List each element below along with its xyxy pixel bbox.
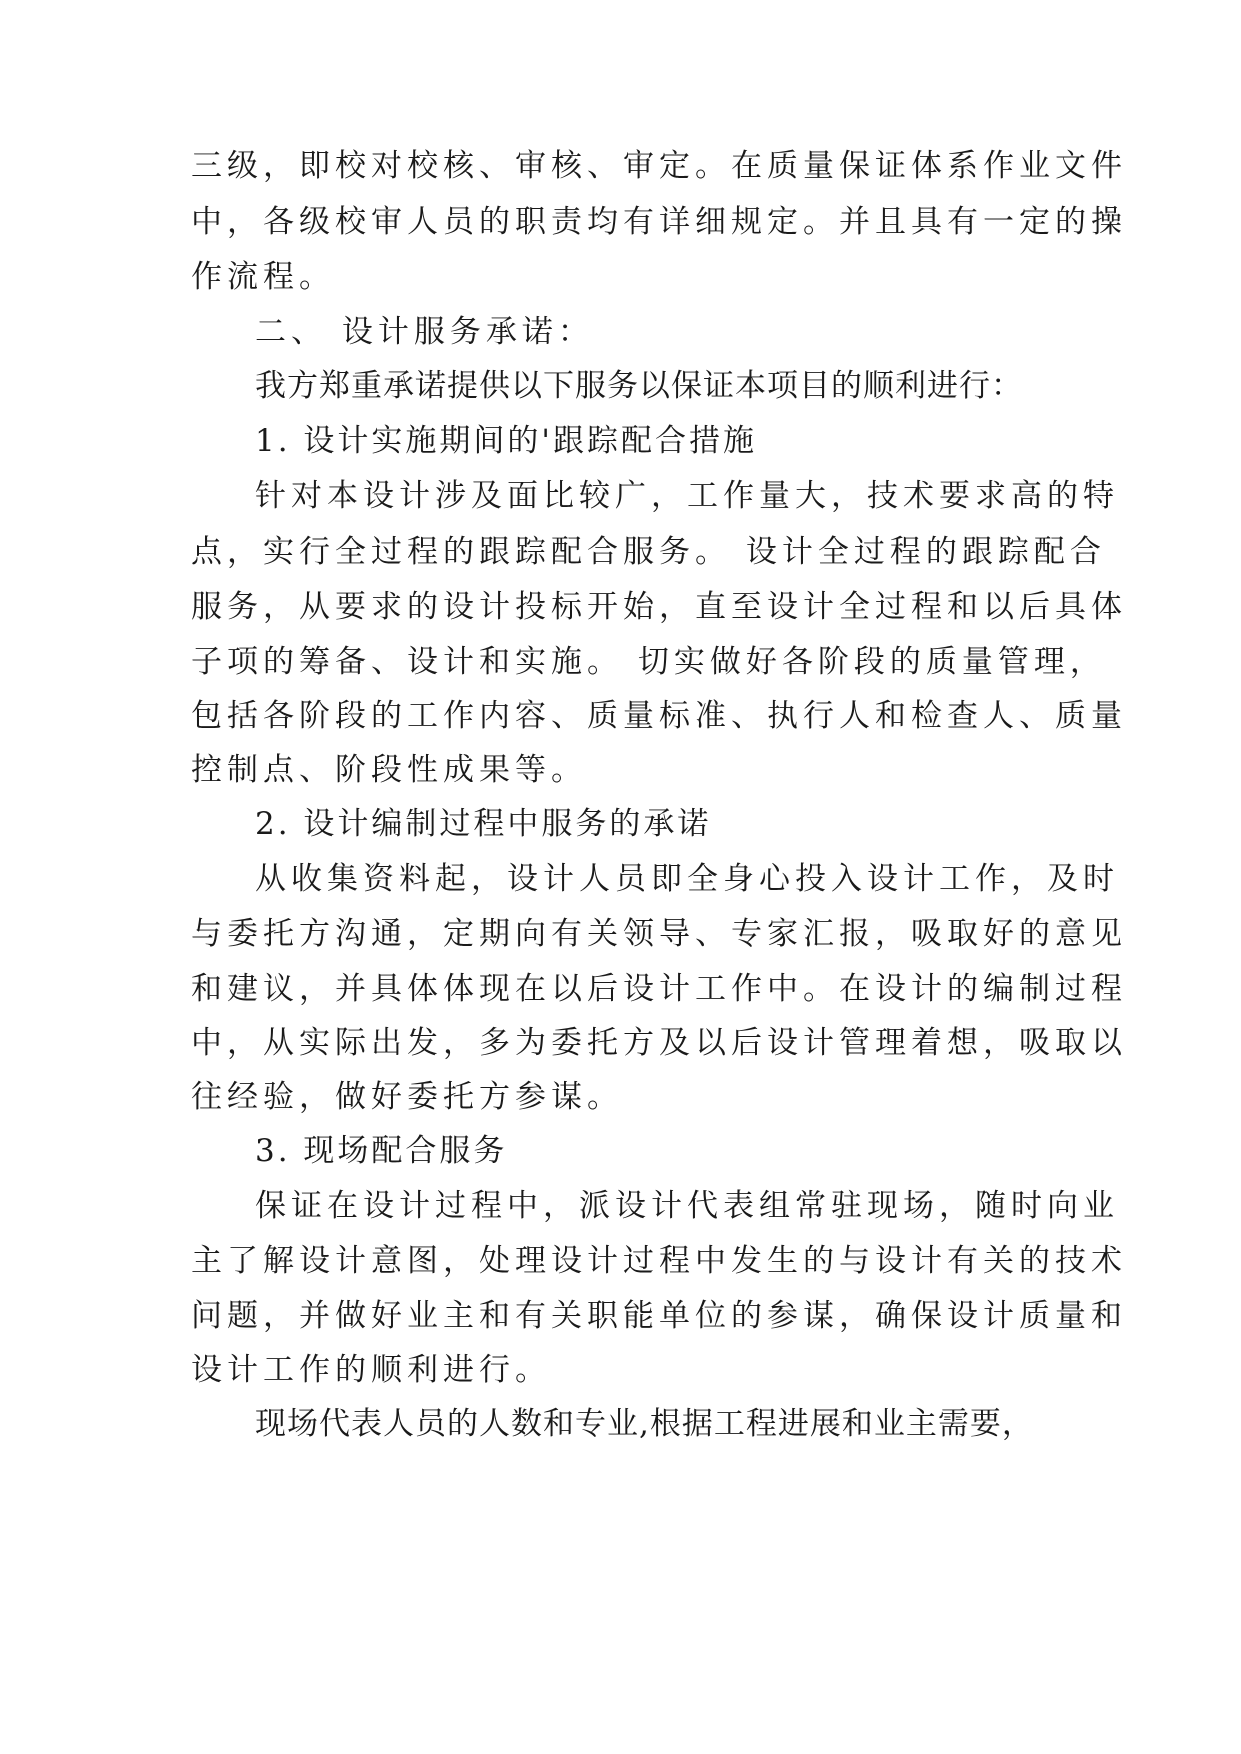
text-line: 与委托方沟通，定期向有关领导、专家汇报，吸取好的意见 [191,916,1127,952]
text-line: 问题，并做好业主和有关职能单位的参谋，确保设计质量和 [191,1298,1127,1334]
subsection-heading: 2. 设计编制过程中服务的承诺 [255,806,712,842]
text-line: 现场代表人员的人数和专业,根据工程进展和业主需要， [255,1406,1034,1442]
text-line: 主了解设计意图，处理设计过程中发生的与设计有关的技术 [191,1243,1127,1279]
text-line: 控制点、阶段性成果等。 [191,752,587,788]
text-line: 从收集资料起，设计人员即全身心投入设计工作，及时 [255,861,1119,897]
text-line: 包括各阶段的工作内容、质量标准、执行人和检查人、质量 [191,698,1127,734]
text-line: 保证在设计过程中，派设计代表组常驻现场，随时向业 [255,1188,1119,1224]
text-line: 子项的筹备、设计和实施。 切实做好各阶段的质量管理， [191,644,1106,680]
subsection-heading: 3. 现场配合服务 [255,1133,508,1169]
text-line: 三级，即校对校核、审核、审定。在质量保证体系作业文件 [191,148,1127,184]
text-line: 针对本设计涉及面比较广，工作量大，技术要求高的特 [255,478,1119,514]
text-line: 往经验，做好委托方参谋。 [191,1079,623,1115]
text-line: 作流程。 [191,259,335,295]
text-line: 中，从实际出发，多为委托方及以后设计管理着想，吸取以 [191,1025,1127,1061]
text-line: 点，实行全过程的跟踪配合服务。 设计全过程的跟踪配合 [191,534,1106,570]
subsection-heading: 1. 设计实施期间的'跟踪配合措施 [255,423,757,459]
text-line: 和建议，并具体体现在以后设计工作中。在设计的编制过程 [191,971,1127,1007]
text-line: 服务，从要求的设计投标开始，直至设计全过程和以后具体 [191,589,1127,625]
section-heading: 二、 设计服务承诺： [255,314,594,350]
text-line: 我方郑重承诺提供以下服务以保证本项目的顺利进行： [255,368,1023,404]
text-line: 设计工作的顺利进行。 [191,1352,551,1388]
text-line: 中，各级校审人员的职责均有详细规定。并且具有一定的操 [191,204,1127,240]
